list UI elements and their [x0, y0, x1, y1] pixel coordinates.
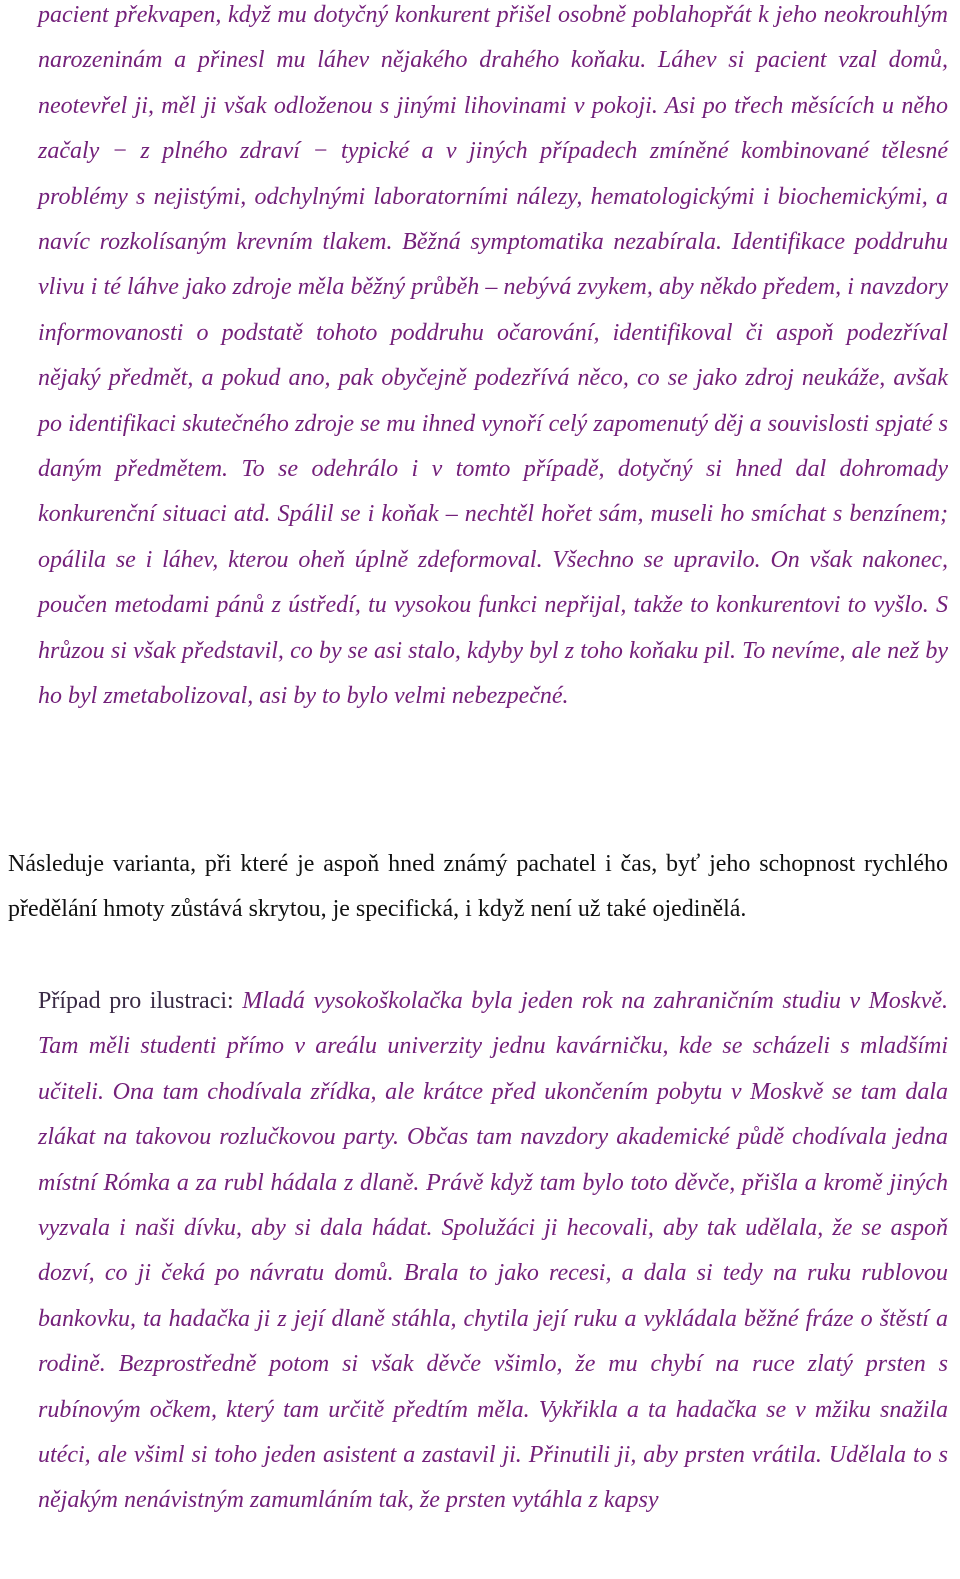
body-paragraph-variant: Následuje varianta, při které je aspoň hned známý pachatel i čas, byť jeho schopnost rychlého předělání hmoty zůstává skrytou, je specifická, i když není už také ojedinělá. [8, 851, 948, 923]
quote-paragraph-moscow-case [38, 979, 948, 1524]
quote-paragraph-moscow-text: Mladá vysokoškolačka byla jeden rok na zahraničním studiu v Moskvě. Tam měli studenti přímo v areálu univerzity jednu kavárničku, kde se scházeli s mladšími učiteli. Ona tam chodívala zřídka, ale krátce před ukončením pobytu v Moskvě se tam dala zlákat na takovou rozlučkovou party. Občas tam navzdory akademické půdě chodívala jedna místní Rómka a za rubl hádala z dlaně. Právě když tam bylo toto děvče, přišla a kromě jiných vyzvala i naši dívku, aby si dala hádat. Spolužáci ji hecovali, aby tak udělala, že se aspoň dozví, co ji čeká po návratu domů. Brala to jako recesi, a dala si tedy na ruku rublovou bankovku, ta hadačka ji z její dlaně stáhla, chytila její ruku a vykládala běžné fráze o štěstí a rodině. Bezprostředně potom si však děvče všimlo, že mu chybí na ruce zlatý prsten s rubínovým očkem, který tam určitě předtím měla. Vykřikla a ta hadačka se v mžiku snažila utéci, ale všiml si toho jeden asistent a zastavil ji. Přinutili ji, aby prsten vrátila. Udělala to s nějakým nenávistným zamumláním tak, že prsten vytáhla z kapsy [38, 988, 948, 1514]
illustration-intro-label: Případ pro ilustraci: [38, 988, 234, 1014]
quote-paragraph-cognac-case: pacient překvapen, když mu dotyčný konkurent přišel osobně poblahopřát k jeho neokrouhlým narozeninám a přinesl mu láhev nějakého drahého koňaku. Láhev si pacient vzal domů, neotevřel ji, měl ji však odloženou s jinými lihovinami v pokoji. Asi po třech měsících u něho začaly − z plného zdraví − typické a v jiných případech zmíněné kombinované tělesné problémy s nejistými, odchylnými laboratorními nálezy, hematologickými i biochemickými, a navíc rozkolísaným krevním tlakem. Běžná symptomatika nezabírala. Identifikace poddruhu vlivu i té láhve jako zdroje měla běžný průběh – nebývá zvykem, aby někdo předem, i navzdory informovanosti o podstatě tohoto poddruhu očarování, identifikoval či aspoň podezříval nějaký předmět, a pokud ano, pak obyčejně podezřívá něco, co se jako zdroj neukáže, avšak po identifikaci skutečného zdroje se mu ihned vynoří celý zapomenutý děj a souvislosti spjaté s daným předmětem. To se odehrálo i v tomto případě, dotyčný si hned dal dohromady konkurenční situaci atd. Spálil se i koňak – nechtěl hořet sám, museli ho smíchat s benzínem; opálila se i láhev, kterou oheň úplně zdeformoval. Všechno se upravilo. On však nakonec, poučen metodami pánů z ústředí, tu vysokou funkci nepřijal, takže to konkurentovi to vyšlo. S hrůzou si však představil, co by se asi stalo, kdyby byl z toho koňaku pil. To nevíme, ale než by ho byl zmetabolizoval, asi by to bylo velmi nebezpečné. [38, 2, 948, 710]
